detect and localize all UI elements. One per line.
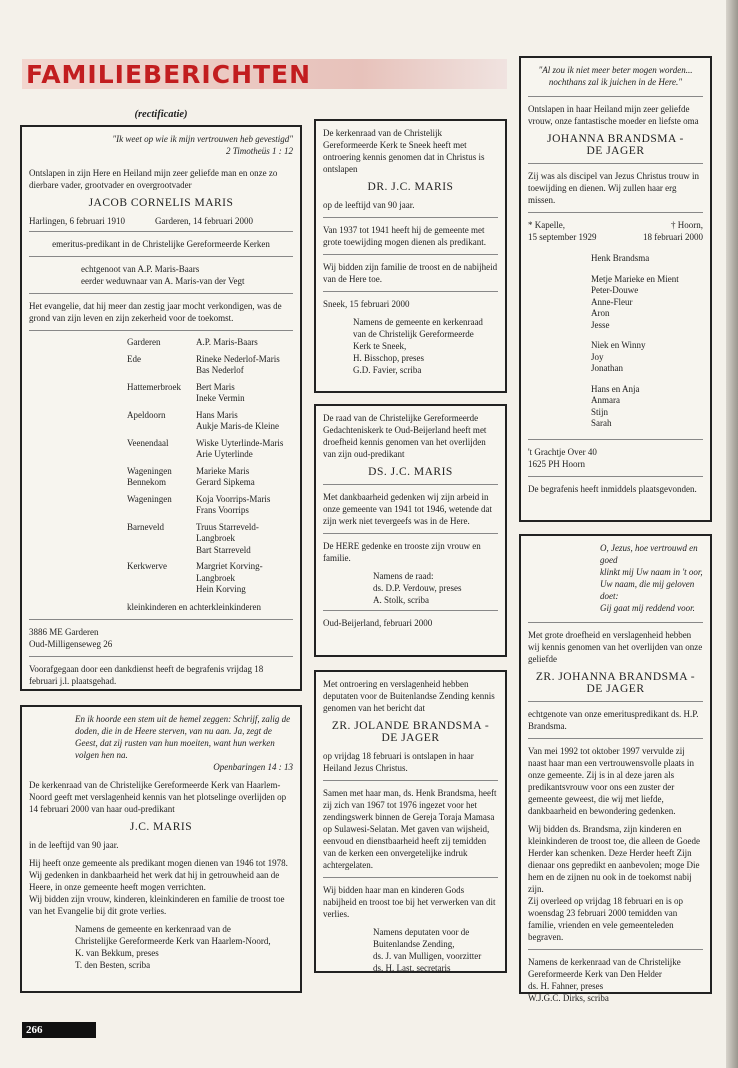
family-list [528,253,703,430]
divider [323,533,498,534]
family-table [127,337,293,601]
family-place: Barneveld [127,521,164,532]
body-text-3: Zij overleed op vrijdag 18 februari en is op woensdag 23 februari 2000 temidden van familie, vrienden en vele gemeenteleden begraven. [528,896,683,942]
signature-block: Namens de kerkenraad van de Christelijke Gereformeerde Kerk van Den Helder ds. H. Fahner, preses W.J.G.C. Dirks, scriba [528,957,681,1003]
family-group: Henk Brandsma [591,253,650,263]
gospel-text: Het evangelie, dat hij meer dan zestig jaar mocht verkondigen, was de grond van zijn leven en zijn zekerheid voor de toekomst. [29,301,282,323]
family-names: Rineke Nederlof-Maris Bas Nederlof [196,353,280,375]
address-text: 't Grachtje Over 40 1625 PH Hoorn [528,446,597,469]
family-names: Margriet Korving-Langbroek Hein Korving [196,561,263,594]
quote-reference: Openbaringen 14 : 13 [213,762,293,772]
divider [528,949,703,950]
obituary-jolande-brandsma [314,670,507,973]
signature-block: Namens de raad: ds. D.P. Verdouw, preses A. Stolk, scriba [373,571,462,605]
obituary-johanna-brandsma-family [519,56,712,522]
body-text-2: De HERE gedenke en trooste zijn vrouw en familie. [323,541,481,563]
family-row [127,410,293,438]
signature-block: Namens de gemeente en kerkenraad van de Christelijke Gereformeerde Kerk van Haarlem-Noord, K. van Bekkum, preses T. den Besten, scriba [75,924,271,970]
signature-block: Namens deputaten voor de Buitenlandse Zending, ds. J. van Mulligen, voorzitter ds. H. Last, secretaris [373,927,482,973]
intro-text: De raad van de Christelijke Gereformeerde Gedachteniskerk te Oud-Beijerland heeft met droefheid kennis genomen van het overlijden van zijn oud-predikant [323,413,487,459]
body-text: op vrijdag 18 februari is ontslapen in haar Heiland Jezus Christus. [323,751,474,773]
family-place: Apeldoorn [127,409,166,420]
rectificatie-label: (rectificatie) [134,109,188,120]
death-info: † Hoorn, 18 februari 2000 [643,220,703,242]
obituary-ds-maris-oudbeijerland [314,404,507,657]
birth-info: * Kapelle, 15 september 1929 [528,220,597,242]
family-names: Wiske Uyterlinde-Maris Arie Uyterlinde [196,437,284,459]
death-info: Garderen, 14 februari 2000 [155,216,253,226]
role-text: emeritus-predikant in de Christelijke Gereformeerde Kerken [52,239,270,249]
divider [528,439,703,440]
rectificatie-wrap [20,109,302,120]
divider [323,254,498,255]
birth-info: Harlingen, 6 februari 1910 [29,216,125,226]
body-text-3: Wij bidden haar man en kinderen Gods nabijheid en troost toe bij het verwerken van dit verlies. [323,885,496,919]
family-group: Metje Marieke en Mient Peter-Douwe Anne-Fleur Aron Jesse [591,273,679,330]
page-number: 266 [22,1022,96,1038]
divider [29,231,293,232]
address-line-2: Oud-Milligenseweg 26 [29,638,113,649]
family-place: Ede [127,353,141,364]
divider [323,291,498,292]
divider [323,877,498,878]
body-text-2: Wij bidden ds. Brandsma, zijn kinderen en kleinkinderen de troost toe, die alleen de Goede Herder kan schenken. Deze Herder heeft Zijn dienaar ons gepredikt en aanbevolen; moge Die hem en de zijnen nu ook in de toekomst nabij zijn. [528,824,700,894]
divider [528,163,703,164]
deceased-name: ZR. JOHANNA BRANDSMA - DE JAGER [535,671,696,695]
family-row [127,522,293,562]
divider [528,738,703,739]
divider [528,701,703,702]
signature-block: Namens de gemeente en kerkenraad van de Christelijk Gereformeerde Kerk te Sneek, H. Bisschop, preses G.D. Favier, scriba [353,317,483,375]
body-text-2: Wij bidden zijn vrouw, kinderen, kleinkinderen en familie de troost toe van het Evangelie bij dit grote verlies. [29,894,285,916]
divider [528,476,703,477]
section-title: FAMILIEBERICHTEN [26,60,312,89]
closing-text: De begrafenis heeft inmiddels plaatsgevonden. [528,483,697,494]
divider [323,610,498,611]
divider [29,656,293,657]
family-place: Kerkwerve [127,561,167,571]
place-date: Sneek, 15 februari 2000 [323,299,410,309]
quote-line: "Ik weet op wie ik mijn vertrouwen heb gevestigd" [112,134,293,144]
body-text: Met dankbaarheid gedenken wij zijn arbeid in onze gemeente van 1941 tot 1946, wetende dat zijn werk niet tevergeefs was in de Here. [323,492,492,526]
divider [29,619,293,620]
page-edge [726,0,738,1068]
age-text: op de leeftijd van 90 jaar. [323,200,415,210]
divider [528,212,703,213]
family-place: Hattemerbroek [127,381,181,392]
obituary-zr-johanna-brandsma-denhelder [519,534,712,1003]
divider [29,330,293,331]
intro-text: De kerkenraad van de Christelijk Gereformeerde Kerk te Sneek heeft met ontroering kennis genomen dat in Christus is ontslapen [323,128,485,174]
intro-text: Ontslapen in zijn Here en Heiland mijn zeer geliefde man en onze zo dierbare vader, grootvader en overgrootvader [29,168,278,190]
body-text: Van mei 1992 tot oktober 1997 vervulde zij naast haar man een vertrouwensvolle plaats in onze gemeente. Zij is in al deze jaren als predikantsvrouw voor ons een zuster der gemeente geweest, die wij met liefde, dankbaarheid en bewondering gedenken. [528,746,694,816]
service-text: Voorafgegaan door een dankdienst heeft de begrafenis vrijdag 18 februari j.l. plaatsgehad. [29,663,264,686]
divider [323,217,498,218]
spouse-text: echtgenote van onze emerituspredikant ds. H.P. Brandsma. [528,709,699,731]
family-place: Wageningen [127,493,172,504]
divider [323,780,498,781]
family-row [127,354,293,382]
age-text: in de leeftijd van 90 jaar. [29,840,119,850]
intro-text: Met ontroering en verslagenheid hebben deputaten voor de Buitenlandse Zending kennis genomen van het bericht dat [323,679,495,713]
address-line-1: 3886 ME Garderen [29,626,99,637]
deceased-name: DR. J.C. MARIS [367,181,454,193]
family-names: Bert Maris Ineke Vermin [196,381,245,403]
deceased-name: JOHANNA BRANDSMA - DE JAGER [547,133,684,157]
divider [29,256,293,257]
obituary-jacob-maris [20,125,302,691]
family-group: Hans en Anja Anmara Stijn Sarah [591,383,640,428]
family-row [127,561,293,601]
deceased-name: DS. J.C. MARIS [368,466,453,478]
divider [323,484,498,485]
quote-text: "Al zou ik niet meer beter mogen worden... nochthans zal ik juichen in de Here." [538,65,693,87]
body-text: Hij heeft onze gemeente als predikant mogen dienen van 1946 tot 1978. Wij gedenken in dankbaarheid het werk dat hij in getrouwheid aan de Heere, in onze gemeente heeft mogen verrichten. [29,858,288,892]
family-row [127,494,293,522]
family-row [127,438,293,466]
body-text: Zij was als discipel van Jezus Christus trouw in toewijding en dienen. Wij zullen haar erg missen. [528,171,699,205]
family-row [127,382,293,410]
divider [528,622,703,623]
family-names: A.P. Maris-Baars [196,337,258,347]
grandchildren-line: kleinkinderen en achterkleinkinderen [127,601,261,612]
section-banner [22,59,507,89]
family-row [127,466,293,494]
body-text-2: Samen met haar man, ds. Henk Brandsma, heeft zij zich van 1967 tot 1976 ingezet voor het zendingswerk binnen de Gereja Toraja Mamasa op Sulawesi-Selatan. Met gaven van wijsheid, eenvoud en dienstbaarheid heeft zij temidden van de kerken een onvergetelijke indruk achtergelaten. [323,788,497,870]
body-text-2: Wij bidden zijn familie de troost en de nabijheid van de Here toe. [323,262,498,284]
family-names: Koja Voorrips-Maris Frans Voorrips [196,493,271,515]
family-place: Wageningen Bennekom [127,465,172,487]
spouse-1: echtgenoot van A.P. Maris-Baars [81,264,200,274]
obituary-dr-maris-sneek [314,119,507,393]
intro-text: Met grote droefheid en verslagenheid hebben wij kennis genomen van het overlijden van onze geliefde [528,630,703,664]
intro-text: De kerkenraad van de Christelijke Gereformeerde Kerk van Haarlem-Noord geeft met verslagenheid kennis van het plotselinge overlijden op 14 februari 2000 van haar oud-predikant [29,780,287,814]
family-names: Marieke Maris Gerard Sipkema [196,465,255,487]
obituary-jc-maris-haarlem [20,705,302,993]
family-names: Truus Starreveld-Langbroek Bart Starreveld [196,521,259,555]
intro-text: Ontslapen in haar Heiland mijn zeer geliefde vrouw, onze fantastische moeder en liefste oma [528,104,699,126]
divider [29,293,293,294]
birth-death-line [29,215,293,227]
deceased-name: JACOB CORNELIS MARIS [88,197,234,209]
place-date: Oud-Beijerland, februari 2000 [323,618,433,628]
birth-death-line [528,219,703,243]
deceased-name: J.C. MARIS [129,821,193,833]
quote-reference: 2 Timotheüs 1 : 12 [225,146,293,156]
family-place: Veenendaal [127,437,169,448]
quote-text: O, Jezus, hoe vertrouwd en goed klinkt mij Uw naam in 't oor, Uw naam, die mij geloven doet: Gij gaat mij reddend voor. [600,543,703,613]
family-row [127,337,293,354]
body-text: Van 1937 tot 1941 heeft hij de gemeente met grote toewijding mogen dienen als predikant. [323,225,486,247]
bible-quote: En ik hoorde een stem uit de hemel zeggen: Schrijf, zalig de doden, die in de Heere sterven, van nu aan. Ja, zegt de Geest, dat zij rusten van hun moeiten, want hun werken volgen hen na. [75,714,291,760]
family-names: Hans Maris Aukje Maris-de Kleine [196,409,279,431]
spouse-2: eerder weduwnaar van A. Maris-van der Vegt [81,276,245,286]
family-place: Garderen [127,337,161,347]
deceased-name: ZR. JOLANDE BRANDSMA - DE JAGER [331,720,490,744]
divider [528,96,703,97]
family-group: Niek en Winny Joy Jonathan [591,340,646,373]
